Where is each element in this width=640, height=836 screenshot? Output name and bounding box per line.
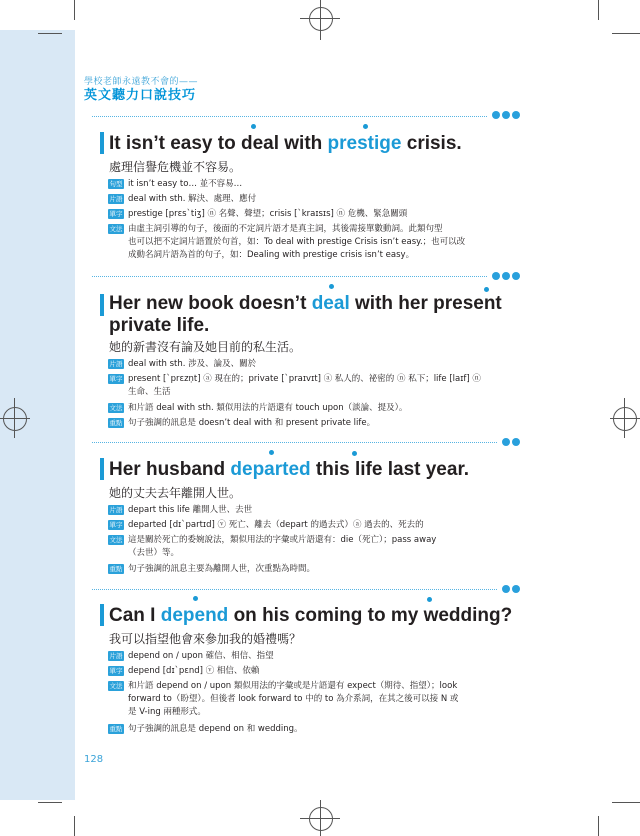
section-3-divider [92,442,497,443]
section-3-audio-icons [502,438,520,446]
label-badge: 文法 [109,404,123,412]
section-3-headline: Her husband departed this life last year. [109,459,527,481]
book-title: 英文聽力口說技巧 [84,88,197,103]
section-4-translation: 我可以指望他會來參加我的婚禮嗎？ [109,632,302,646]
label-badge: 文法 [109,536,123,544]
registration-mark-bottom [300,800,340,836]
section-1-divider [92,116,487,117]
label-badge: 片語 [109,506,123,514]
section-1-audio-icons [492,111,520,119]
label-badge: 文法 [109,225,123,233]
dot-icon [502,438,510,446]
section-4-divider [92,589,497,590]
section-2: Her new book doesn’t deal with her present private life. 她的新書沒有論及她目前的私生活。 片語 deal with sth. 涉及、論及、關於 單字 present [ˋprɛzṇt] ⓐ 現在的；private [ˋpraɪvɪt] ⓐ 私人的、祕密的 ⓝ 私下；life [laɪf] ⓝ 生命、生活 文法 和片語 deal with sth. 類似用法的片語還有 touch upon（談論、提及）。 重點 句子強調的訊息是 doesn’t deal with 和 present private life。 [92,282,532,432]
section-4-accent-bar [100,604,104,626]
section-1: It isn’t easy to deal with prestige crisis. 處理信譽危機並不容易。 句型 it isn’t easy to… 並不容易… 片語 deal with sth. 解決、處理、應付 單字 prestige [prɛsˋtiʒ] ⓝ 名聲、聲望；crisis [ˋkraɪsɪs] ⓝ 危機、緊急關頭 文法 由虛主詞引導的句子，後面的不定詞片語才是真主詞，其後需接單數動詞。此類句型 也可以把不定詞片語置於句首，如：To deal with prestige Crisis isn’t easy.；也可以改 成動名詞片語為首的句子，如：Dealing with prestige crisis isn’t easy。 [92,120,532,270]
section-2-headline: Her new book doesn’t deal with her present private life. [109,293,527,337]
registration-mark-left [0,398,30,438]
crop-mark-bottom-right [598,800,640,836]
label-badge: 單字 [109,521,123,529]
stress-dot [329,284,334,289]
label-badge: 文法 [109,682,123,690]
registration-mark-right [610,398,640,438]
dot-icon [512,438,520,446]
dot-icon [502,272,510,280]
section-4: Can I depend on his coming to my wedding? 我可以指望他會來參加我的婚禮嗎？ 片語 depend on / upon 確信、相信、指望 單字 depend [dɪˋpɛnd] ⓥ 相信、依賴 文法 和片語 depend on / upon 類似用法的字彙或是片語還有 expect（期待、指望）；look forward to（盼望）。但後者 look forward to 中的 to 為介系詞，在其之後可以接 N 或 是 V-ing 兩種形式。 重點 句子強調的訊息是 depend on 和 wedding。 [92,592,532,752]
dot-icon [502,111,510,119]
crop-mark-top-right [598,0,640,34]
stress-dot [363,124,368,129]
stressed-word: departed [230,459,310,480]
section-2-accent-bar [100,294,104,316]
label-badge: 重點 [109,725,123,733]
stressed-word: deal [312,293,350,314]
dot-icon [492,111,500,119]
stressed-word: prestige [328,133,402,154]
stress-dot [269,450,274,455]
section-2-audio-icons [492,272,520,280]
section-1-translation: 處理信譽危機並不容易。 [109,160,242,174]
section-1-accent-bar [100,132,104,154]
dot-icon [492,272,500,280]
label-badge: 重點 [109,419,123,427]
stress-dot [352,451,357,456]
dot-icon [512,111,520,119]
stressed-word: depend [161,605,229,626]
section-2-divider [92,276,487,277]
label-badge: 重點 [109,565,123,573]
crop-mark-bottom-left [38,800,74,836]
section-2-translation: 她的新書沒有論及她目前的私生活。 [109,340,302,354]
crop-mark-top-left [38,0,74,34]
label-badge: 片語 [109,195,123,203]
label-badge: 單字 [109,375,123,383]
stress-dot [427,597,432,602]
section-3-translation: 她的丈夫去年離開人世。 [109,486,242,500]
label-badge: 句型 [109,180,123,188]
label-badge: 片語 [109,652,123,660]
section-3: Her husband departed this life last year. 她的丈夫去年離開人世。 片語 depart this life 離開人世、去世 單字 departed [dɪˋpartɪd] ⓥ 死亡、離去（depart 的過去式）ⓐ 過去的、死去的 文法 這是關於死亡的委婉說法，類似用法的字彙或片語還有：die（死亡）；pass away （去世）等。 重點 句子強調的訊息主要為離開人世，次重點為時間。 [92,446,532,586]
label-badge: 片語 [109,360,123,368]
dot-icon [512,272,520,280]
section-3-accent-bar [100,458,104,480]
book-subtitle: 學校老師永遠教不會的—— [84,77,199,87]
section-1-headline: It isn’t easy to deal with prestige crisis. [109,133,527,155]
page-number: 128 [84,754,104,765]
stress-dot [251,124,256,129]
label-badge: 單字 [109,210,123,218]
stress-dot [193,596,198,601]
registration-mark-top [300,0,340,40]
section-4-headline: Can I depend on his coming to my wedding? [109,605,527,627]
label-badge: 單字 [109,667,123,675]
stress-dot [484,287,489,292]
